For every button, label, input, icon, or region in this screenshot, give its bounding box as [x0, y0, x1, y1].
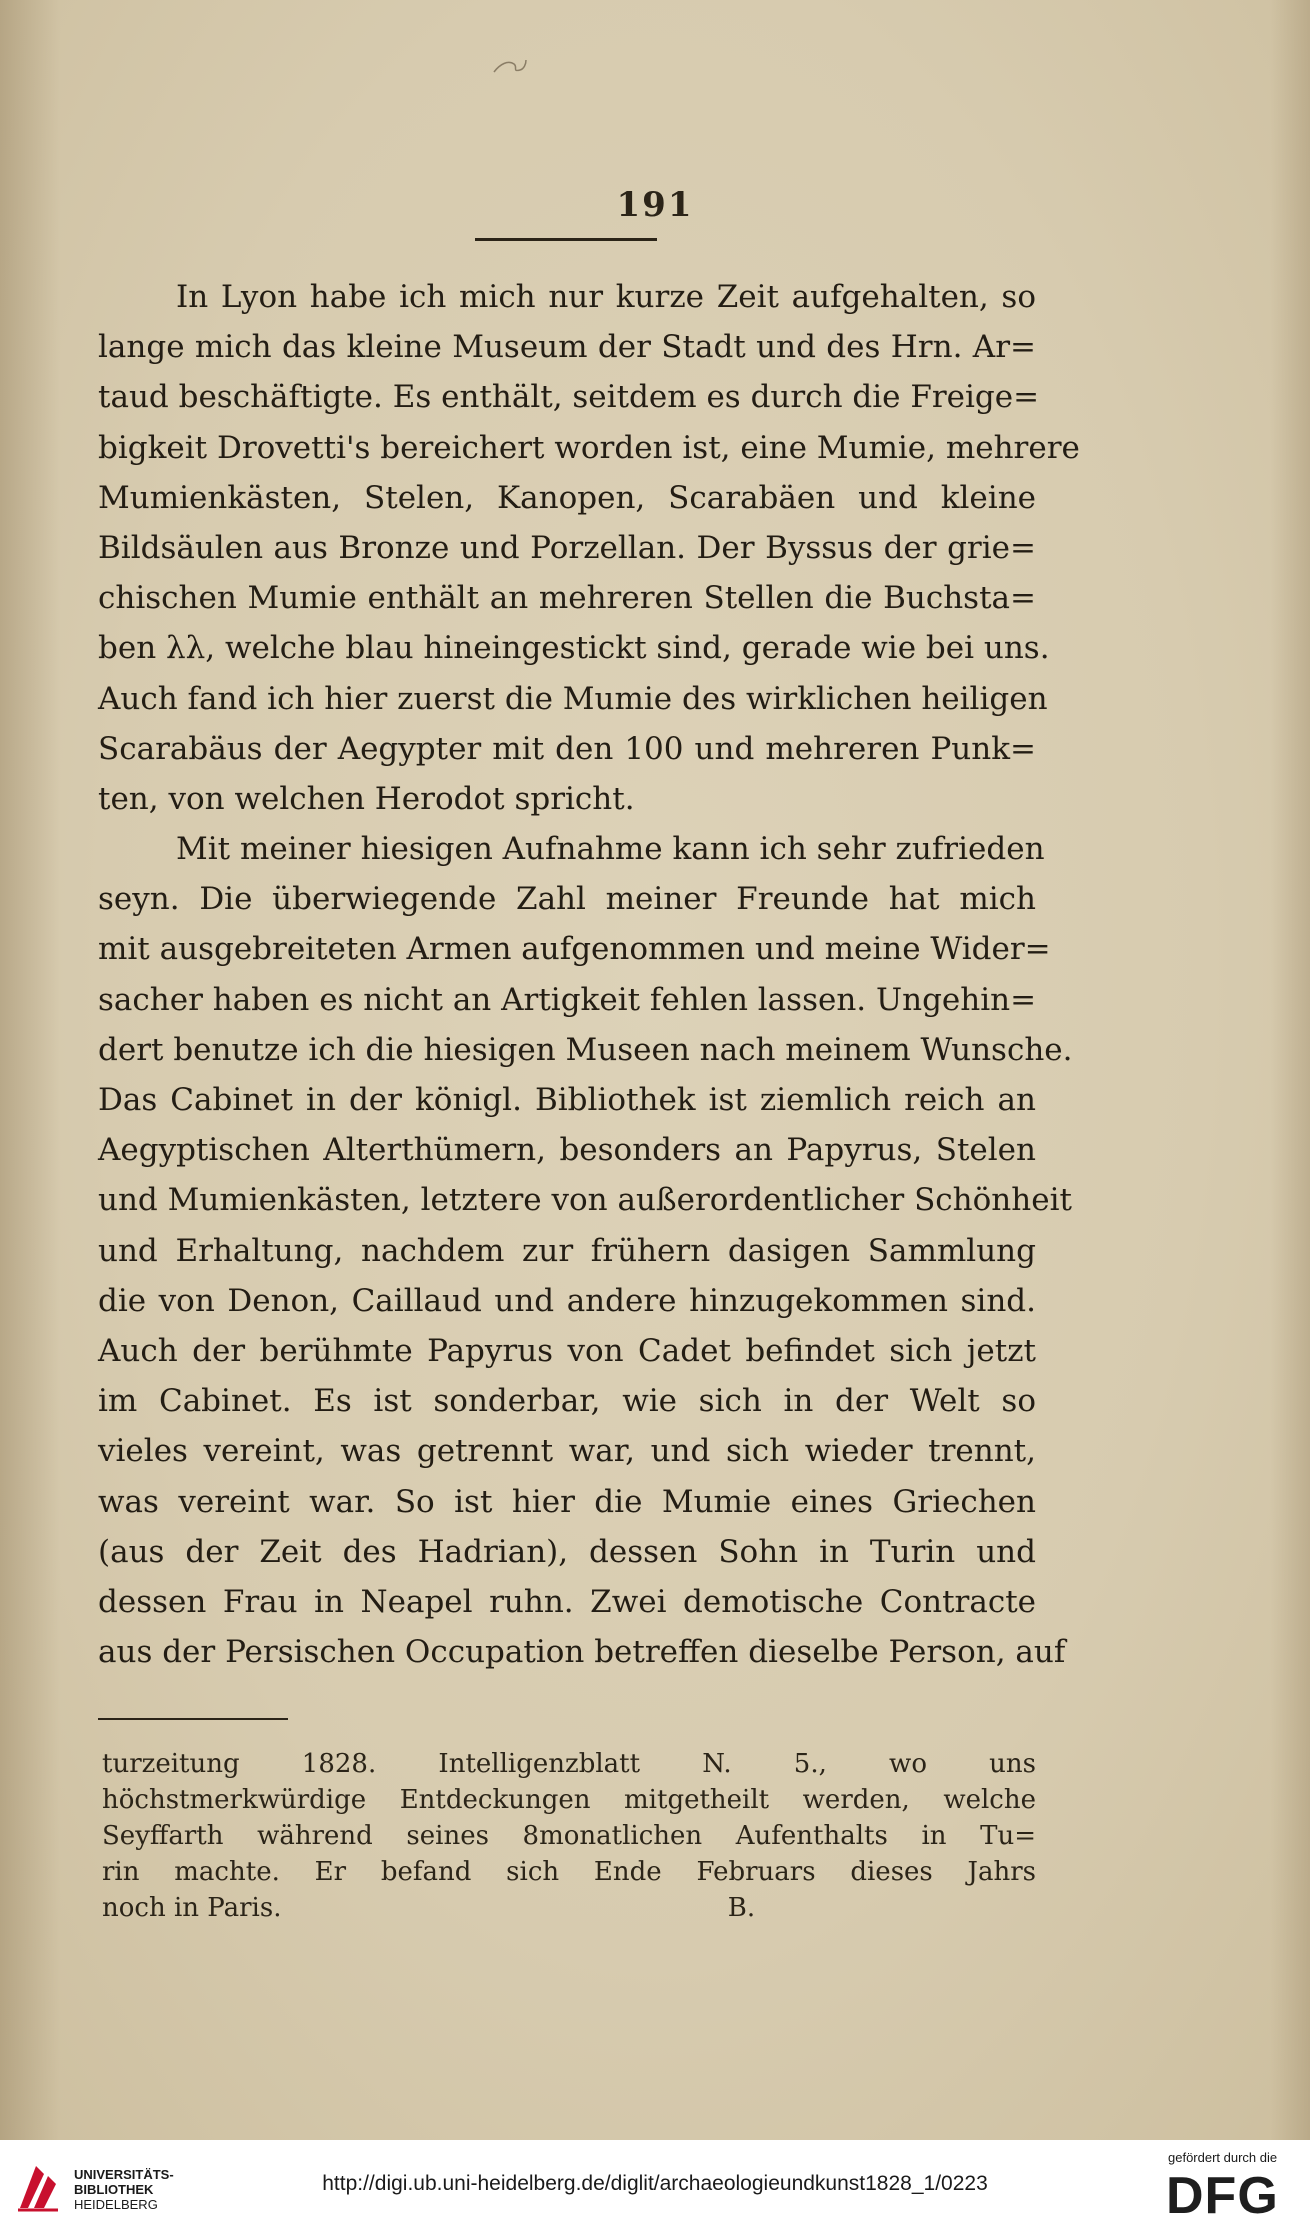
text-line: Das Cabinet in der königl. Bibliothek ist ziemlich reich an: [98, 1082, 1036, 1118]
footnote-line: Seyffarth während seines 8monatlichen Aufenthalts in Tu=: [102, 1821, 1036, 1851]
pencil-mark-icon: [490, 50, 530, 80]
text-line: Scarabäus der Aegypter mit den 100 und mehreren Punk=: [98, 730, 1036, 767]
text-line: und Erhaltung, nachdem zur frühern dasigen Sammlung: [98, 1232, 1036, 1269]
source-url-link[interactable]: http://digi.ub.uni-heidelberg.de/diglit/archaeologieundkunst1828_1/0223: [322, 2172, 988, 2195]
library-name-line: UNIVERSITÄTS-: [74, 2167, 174, 2182]
text-line: taud beschäftigte. Es enthält, seitdem es durch die Freige=: [98, 379, 1040, 416]
text-line: Auch fand ich hier zuerst die Mumie des wirklichen heiligen: [98, 680, 1048, 717]
text-line: die von Denon, Caillaud und andere hinzugekommen sind.: [98, 1282, 1036, 1319]
text-line: lange mich das kleine Museum der Stadt und des Hrn. Ar=: [98, 329, 1036, 366]
page-number: 191: [616, 185, 694, 225]
text-line: dessen Frau in Neapel ruhn. Zwei demotische Contracte: [98, 1583, 1036, 1620]
text-line: ten, von welchen Herodot spricht.: [98, 780, 635, 817]
text-line: Mit meiner hiesigen Aufnahme kann ich sehr zufrieden: [176, 831, 1045, 868]
text-line: und Mumienkästen, letztere von außerordentlicher Schönheit: [98, 1182, 1072, 1219]
footnote-line: turzeitung 1828. Intelligenzblatt N. 5., wo uns: [102, 1749, 1036, 1779]
library-name-line: BIBLIOTHEK: [74, 2182, 154, 2197]
footnote-line: höchstmerkwürdige Entdeckungen mitgetheilt werden, welche: [102, 1785, 1036, 1815]
footnote: [102, 1746, 1036, 1926]
text-line: bigkeit Drovetti's bereichert worden ist, eine Mumie, mehrere: [98, 429, 1080, 466]
dfg-logo: DFG: [1166, 2167, 1279, 2225]
text-line: Bildsäulen aus Bronze und Porzellan. Der Byssus der grie=: [98, 529, 1036, 566]
text-line: chischen Mumie enthält an mehreren Stellen die Buchsta=: [98, 580, 1036, 617]
text-line: (aus der Zeit des Hadrian), dessen Sohn in Turin und: [98, 1533, 1036, 1570]
text-line: seyn. Die überwiegende Zahl meiner Freunde hat mich: [98, 881, 1036, 918]
footnote-rule: [98, 1718, 288, 1720]
text-line: Mumienkästen, Stelen, Kanopen, Scarabäen und kleine: [98, 479, 1036, 516]
text-line: sacher haben es nicht an Artigkeit fehlen lassen. Ungehin=: [98, 981, 1037, 1018]
library-name-line: HEIDELBERG: [74, 2197, 158, 2212]
footnote-line: noch in Paris. B.: [102, 1893, 756, 1923]
footnote-line: rin machte. Er befand sich Ende Februars dieses Jahrs: [102, 1857, 1036, 1887]
page-shadow-right: [1270, 0, 1310, 2140]
text-line: In Lyon habe ich mich nur kurze Zeit aufgehalten, so: [176, 279, 1036, 315]
body-text: [98, 272, 1080, 1677]
header-rule: [475, 238, 657, 241]
text-line: aus der Persischen Occupation betreffen dieselbe Person, auf: [98, 1634, 1066, 1671]
text-line: dert benutze ich die hiesigen Museen nach meinem Wunsche.: [98, 1031, 1073, 1068]
text-line: ben λλ, welche blau hineingestickt sind, gerade wie bei uns.: [98, 630, 1050, 667]
text-line: Aegyptischen Alterthümern, besonders an Papyrus, Stelen: [98, 1132, 1036, 1169]
text-line: im Cabinet. Es ist sonderbar, wie sich in der Welt so: [98, 1383, 1036, 1420]
funding-note: gefördert durch die: [1168, 2150, 1278, 2165]
text-line: Auch der berühmte Papyrus von Cadet befindet sich jetzt: [98, 1332, 1036, 1369]
text-line: mit ausgebreiteten Armen aufgenommen und meine Wider=: [98, 931, 1051, 968]
text-line: vieles vereint, was getrennt war, und sich wieder trennt,: [98, 1433, 1036, 1470]
text-line: was vereint war. So ist hier die Mumie eines Griechen: [98, 1483, 1036, 1520]
page-shadow-left: [0, 0, 60, 2140]
